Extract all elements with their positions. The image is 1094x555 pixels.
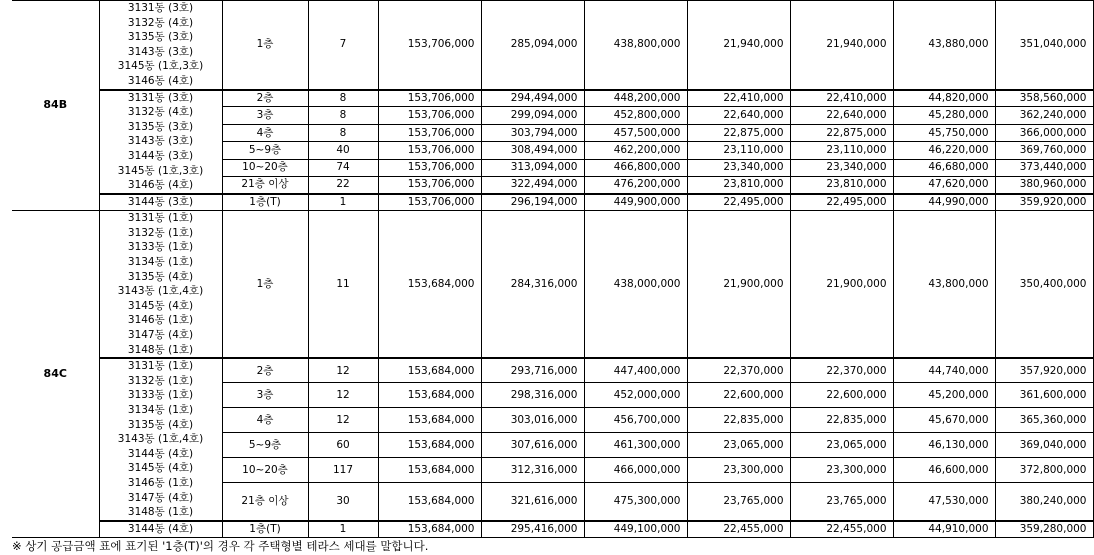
cell-floor: 10~20층 [222, 159, 308, 176]
cell-balance: 369,040,000 [995, 433, 1093, 458]
cell-land-price: 153,684,000 [378, 457, 481, 482]
building-item: 3132동 (1호) [127, 374, 194, 387]
cell-floor: 1층(T) [222, 521, 308, 538]
cell-balance: 359,280,000 [995, 521, 1093, 538]
cell-floor: 3층 [222, 383, 308, 408]
cell-total-price: 475,300,000 [584, 482, 687, 520]
footnote: ※ 상기 공급금액 표에 표기된 '1층(T)'의 경우 각 주택형별 테라스 세대를 말합니다. [12, 539, 429, 553]
cell-contract-1: 22,640,000 [687, 107, 790, 124]
building-item: 3145동 (4호) [127, 299, 194, 312]
cell-units: 7 [308, 1, 378, 90]
cell-interim-payment: 43,800,000 [893, 211, 995, 358]
building-item: 3145동 (1호,3호) [117, 60, 204, 73]
cell-contract-1: 23,340,000 [687, 159, 790, 176]
cell-land-price: 153,684,000 [378, 482, 481, 520]
cell-building-price: 308,494,000 [481, 142, 584, 159]
cell-floor: 1층(T) [222, 194, 308, 211]
cell-units: 1 [308, 194, 378, 211]
cell-contract-1: 23,300,000 [687, 457, 790, 482]
cell-floor: 4층 [222, 408, 308, 433]
building-item: 3147동 (4호) [127, 491, 194, 504]
building-list [99, 90, 222, 194]
cell-total-price: 449,900,000 [584, 194, 687, 211]
cell-interim-payment: 47,530,000 [893, 482, 995, 520]
cell-land-price: 153,684,000 [378, 433, 481, 458]
building-item: 3146동 (1호) [127, 314, 194, 327]
building-item: 3145동 (1호,3호) [117, 164, 204, 177]
building-item: 3145동 (4호) [127, 462, 194, 475]
cell-contract-2: 23,765,000 [790, 482, 893, 520]
cell-building-price: 293,716,000 [481, 358, 584, 383]
cell-building-price: 294,494,000 [481, 90, 584, 107]
cell-building-price: 303,794,000 [481, 124, 584, 141]
building-item: 3131동 (1호) [127, 212, 194, 225]
cell-land-price: 153,684,000 [378, 358, 481, 383]
cell-interim-payment: 44,990,000 [893, 194, 995, 211]
cell-balance: 362,240,000 [995, 107, 1093, 124]
cell-floor: 4층 [222, 124, 308, 141]
cell-total-price: 476,200,000 [584, 176, 687, 193]
cell-contract-2: 22,370,000 [790, 358, 893, 383]
table-row [12, 358, 1093, 383]
cell-interim-payment: 47,620,000 [893, 176, 995, 193]
building-item: 3143동 (1호,4호) [117, 285, 204, 298]
cell-interim-payment: 46,680,000 [893, 159, 995, 176]
cell-land-price: 153,706,000 [378, 176, 481, 193]
building-item: 3133동 (1호) [127, 241, 194, 254]
cell-balance: 358,560,000 [995, 90, 1093, 107]
cell-contract-1: 22,835,000 [687, 408, 790, 433]
cell-contract-2: 22,410,000 [790, 90, 893, 107]
cell-units: 12 [308, 383, 378, 408]
building-item: 3132동 (4호) [127, 16, 194, 29]
building-item: 3135동 (4호) [127, 270, 194, 283]
cell-floor: 5~9층 [222, 433, 308, 458]
cell-building-price: 296,194,000 [481, 194, 584, 211]
cell-land-price: 153,706,000 [378, 124, 481, 141]
cell-interim-payment: 45,670,000 [893, 408, 995, 433]
cell-land-price: 153,706,000 [378, 142, 481, 159]
cell-interim-payment: 44,910,000 [893, 521, 995, 538]
cell-balance: 357,920,000 [995, 358, 1093, 383]
cell-total-price: 457,500,000 [584, 124, 687, 141]
cell-contract-2: 23,300,000 [790, 457, 893, 482]
cell-balance: 380,960,000 [995, 176, 1093, 193]
cell-contract-1: 22,370,000 [687, 358, 790, 383]
building-item: 3131동 (1호) [127, 360, 194, 373]
unit-type: 84C [12, 211, 99, 538]
cell-contract-2: 22,640,000 [790, 107, 893, 124]
cell-balance: 350,400,000 [995, 211, 1093, 358]
cell-contract-1: 22,495,000 [687, 194, 790, 211]
cell-contract-1: 22,875,000 [687, 124, 790, 141]
cell-interim-payment: 45,280,000 [893, 107, 995, 124]
cell-floor: 21층 이상 [222, 482, 308, 520]
building-item: 3135동 (3호) [127, 120, 194, 133]
cell-contract-1: 21,940,000 [687, 1, 790, 90]
cell-total-price: 448,200,000 [584, 90, 687, 107]
building-item: 3147동 (4호) [127, 328, 194, 341]
cell-interim-payment: 44,820,000 [893, 90, 995, 107]
cell-total-price: 456,700,000 [584, 408, 687, 433]
cell-interim-payment: 46,600,000 [893, 457, 995, 482]
cell-contract-2: 22,875,000 [790, 124, 893, 141]
cell-land-price: 153,706,000 [378, 159, 481, 176]
cell-building-price: 312,316,000 [481, 457, 584, 482]
building-item: 3144동 (3호) [127, 196, 194, 209]
cell-land-price: 153,706,000 [378, 107, 481, 124]
cell-balance: 372,800,000 [995, 457, 1093, 482]
building-item: 3133동 (1호) [127, 389, 194, 402]
supply-price-table [12, 0, 1094, 538]
cell-interim-payment: 43,880,000 [893, 1, 995, 90]
cell-units: 12 [308, 408, 378, 433]
cell-floor: 5~9층 [222, 142, 308, 159]
cell-contract-1: 23,810,000 [687, 176, 790, 193]
cell-interim-payment: 46,220,000 [893, 142, 995, 159]
cell-floor: 2층 [222, 358, 308, 383]
cell-total-price: 438,800,000 [584, 1, 687, 90]
building-item: 3144동 (3호) [127, 149, 194, 162]
cell-building-price: 303,016,000 [481, 408, 584, 433]
building-list [99, 194, 222, 211]
cell-contract-2: 22,455,000 [790, 521, 893, 538]
cell-contract-1: 22,455,000 [687, 521, 790, 538]
cell-floor: 10~20층 [222, 457, 308, 482]
cell-land-price: 153,684,000 [378, 211, 481, 358]
building-list [99, 358, 222, 521]
building-item: 3148동 (1호) [127, 343, 194, 356]
cell-land-price: 153,684,000 [378, 521, 481, 538]
cell-floor: 3층 [222, 107, 308, 124]
building-item: 3132동 (4호) [127, 106, 194, 119]
building-item: 3132동 (1호) [127, 226, 194, 239]
cell-units: 22 [308, 176, 378, 193]
cell-total-price: 466,000,000 [584, 457, 687, 482]
building-item: 3146동 (1호) [127, 476, 194, 489]
cell-total-price: 438,000,000 [584, 211, 687, 358]
building-item: 3143동 (3호) [127, 45, 194, 58]
cell-floor: 2층 [222, 90, 308, 107]
cell-contract-2: 22,835,000 [790, 408, 893, 433]
cell-land-price: 153,706,000 [378, 1, 481, 90]
cell-interim-payment: 45,750,000 [893, 124, 995, 141]
cell-total-price: 462,200,000 [584, 142, 687, 159]
building-list [99, 1, 222, 90]
cell-building-price: 285,094,000 [481, 1, 584, 90]
cell-floor: 1층 [222, 1, 308, 90]
building-item: 3146동 (4호) [127, 179, 194, 192]
cell-total-price: 449,100,000 [584, 521, 687, 538]
cell-contract-2: 23,340,000 [790, 159, 893, 176]
cell-contract-2: 22,495,000 [790, 194, 893, 211]
cell-units: 40 [308, 142, 378, 159]
cell-floor: 21층 이상 [222, 176, 308, 193]
cell-contract-2: 21,900,000 [790, 211, 893, 358]
cell-building-price: 307,616,000 [481, 433, 584, 458]
cell-balance: 366,000,000 [995, 124, 1093, 141]
cell-units: 11 [308, 211, 378, 358]
building-list [99, 521, 222, 538]
cell-units: 74 [308, 159, 378, 176]
cell-units: 117 [308, 457, 378, 482]
cell-contract-1: 21,900,000 [687, 211, 790, 358]
cell-land-price: 153,706,000 [378, 90, 481, 107]
cell-units: 8 [308, 90, 378, 107]
building-item: 3146동 (4호) [127, 74, 194, 87]
building-item: 3135동 (4호) [127, 418, 194, 431]
table-row [12, 521, 1093, 538]
cell-interim-payment: 46,130,000 [893, 433, 995, 458]
cell-building-price: 313,094,000 [481, 159, 584, 176]
cell-contract-2: 21,940,000 [790, 1, 893, 90]
table-row [12, 90, 1093, 107]
cell-building-price: 284,316,000 [481, 211, 584, 358]
table-body [12, 1, 1093, 538]
cell-balance: 351,040,000 [995, 1, 1093, 90]
building-list [99, 211, 222, 358]
unit-type: 84B [12, 1, 99, 211]
building-item: 3134동 (1호) [127, 256, 194, 268]
building-item: 3143동 (1호,4호) [117, 433, 204, 446]
cell-building-price: 298,316,000 [481, 383, 584, 408]
building-item: 3131동 (3호) [127, 2, 194, 14]
cell-total-price: 447,400,000 [584, 358, 687, 383]
cell-building-price: 321,616,000 [481, 482, 584, 520]
cell-balance: 365,360,000 [995, 408, 1093, 433]
cell-total-price: 452,000,000 [584, 383, 687, 408]
cell-interim-payment: 45,200,000 [893, 383, 995, 408]
cell-interim-payment: 44,740,000 [893, 358, 995, 383]
cell-building-price: 299,094,000 [481, 107, 584, 124]
cell-balance: 359,920,000 [995, 194, 1093, 211]
cell-contract-2: 22,600,000 [790, 383, 893, 408]
cell-balance: 373,440,000 [995, 159, 1093, 176]
cell-total-price: 461,300,000 [584, 433, 687, 458]
building-item: 3134동 (1호) [127, 403, 194, 416]
cell-total-price: 452,800,000 [584, 107, 687, 124]
cell-units: 12 [308, 358, 378, 383]
cell-contract-1: 23,765,000 [687, 482, 790, 520]
cell-land-price: 153,684,000 [378, 408, 481, 433]
cell-total-price: 466,800,000 [584, 159, 687, 176]
table-row [12, 194, 1093, 211]
building-item: 3148동 (1호) [127, 506, 194, 519]
cell-balance: 380,240,000 [995, 482, 1093, 520]
cell-units: 8 [308, 107, 378, 124]
cell-building-price: 322,494,000 [481, 176, 584, 193]
building-item: 3131동 (3호) [127, 91, 194, 104]
cell-contract-2: 23,110,000 [790, 142, 893, 159]
cell-contract-1: 22,410,000 [687, 90, 790, 107]
cell-units: 30 [308, 482, 378, 520]
table-row [12, 1, 1093, 90]
cell-contract-1: 23,110,000 [687, 142, 790, 159]
cell-floor: 1층 [222, 211, 308, 358]
building-item: 3144동 (4호) [127, 447, 194, 460]
cell-contract-2: 23,065,000 [790, 433, 893, 458]
building-item: 3144동 (4호) [127, 523, 194, 536]
cell-units: 60 [308, 433, 378, 458]
building-item: 3135동 (3호) [127, 31, 194, 44]
cell-contract-1: 22,600,000 [687, 383, 790, 408]
cell-contract-2: 23,810,000 [790, 176, 893, 193]
cell-balance: 361,600,000 [995, 383, 1093, 408]
cell-contract-1: 23,065,000 [687, 433, 790, 458]
building-item: 3143동 (3호) [127, 135, 194, 148]
table-row [12, 211, 1093, 358]
cell-building-price: 295,416,000 [481, 521, 584, 538]
cell-land-price: 153,684,000 [378, 383, 481, 408]
cell-units: 8 [308, 124, 378, 141]
cell-units: 1 [308, 521, 378, 538]
cell-balance: 369,760,000 [995, 142, 1093, 159]
cell-land-price: 153,706,000 [378, 194, 481, 211]
